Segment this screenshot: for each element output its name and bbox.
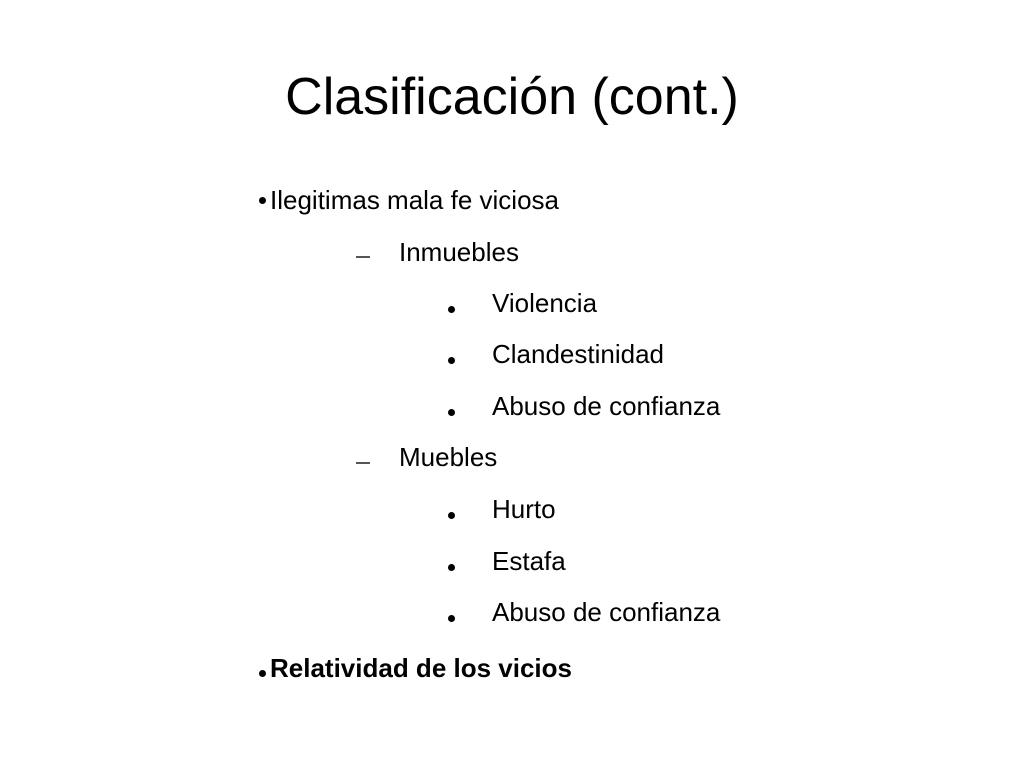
list-item-hurto: Hurto	[492, 494, 556, 524]
list-item-abuso-de-confianza-1: Abuso de confianza	[492, 391, 721, 421]
bullet-dot-icon	[448, 306, 455, 313]
list-item-relatividad: Relatividad de los vicios	[270, 653, 572, 683]
bullet-dash-icon	[356, 462, 370, 464]
bullet-dot-icon	[259, 197, 266, 204]
bullet-dot-icon	[448, 409, 455, 416]
list-item-abuso-de-confianza-2: Abuso de confianza	[492, 597, 721, 627]
list-item-muebles: Muebles	[399, 442, 498, 472]
slide-title: Clasificación (cont.)	[285, 68, 739, 126]
list-item-clandestinidad: Clandestinidad	[492, 339, 665, 369]
bullet-dot-icon	[448, 357, 455, 364]
list-item-violencia: Violencia	[492, 288, 598, 318]
list-item-estafa: Estafa	[492, 546, 566, 576]
bullet-dash-icon	[356, 256, 370, 258]
bullet-dot-icon	[259, 670, 266, 677]
bullet-dot-icon	[448, 615, 455, 622]
bullet-dot-icon	[448, 512, 455, 519]
list-item-ilegitimas: Ilegitimas mala fe viciosa	[270, 185, 559, 215]
list-item-inmuebles: Inmuebles	[399, 237, 519, 267]
bullet-dot-icon	[448, 564, 455, 571]
